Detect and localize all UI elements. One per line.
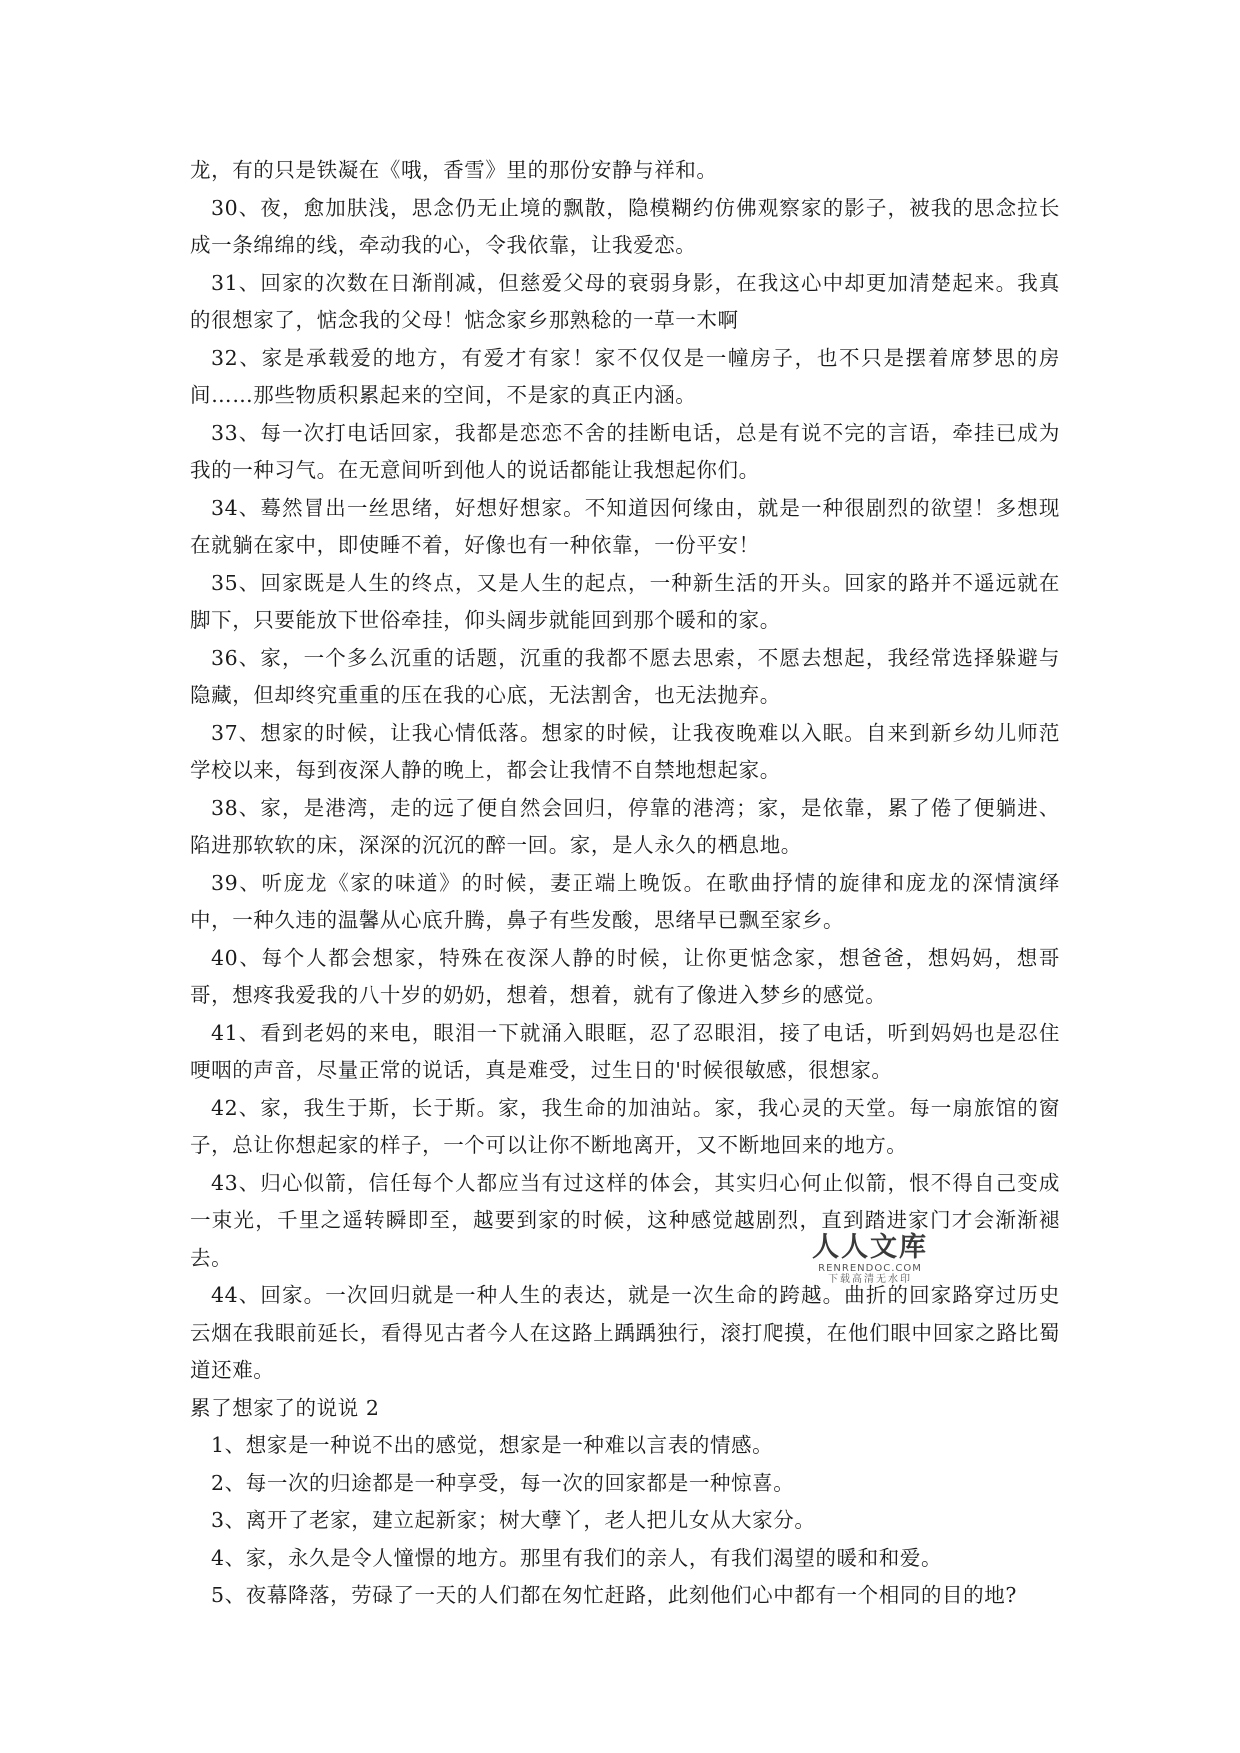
section-item-5: 5、夜幕降落，劳碌了一天的人们都在匆忙赶路，此刻他们心中都有一个相同的目的地? [211,1583,1017,1607]
paragraph-33: 33、每一次打电话回家，我都是恋恋不舍的挂断电话，总是有说不完的言语，牵挂已成为我的一种习气。在无意间听到他人的说话都能让我想起你们。 [190,420,1060,482]
paragraph-31: 31、回家的次数在日渐削减，但慈爱父母的衰弱身影，在我这心中却更加清楚起来。我真的很想家了，惦念我的父母！惦念家乡那熟稔的一草一木啊 [190,270,1060,332]
paragraph-35: 35、回家既是人生的终点，又是人生的起点，一种新生活的开头。回家的路并不遥远就在脚下，只要能放下世俗牵挂，仰头阔步就能回到那个暖和的家。 [190,570,1060,632]
paragraph-continuation: 龙，有的只是铁凝在《哦，香雪》里的那份安静与祥和。 [190,158,718,182]
paragraph-42: 42、家，我生于斯，长于斯。家，我生命的加油站。家，我心灵的天堂。每一扇旅馆的窗子，总让你想起家的样子，一个可以让你不断地离开，又不断地回来的地方。 [190,1095,1060,1157]
paragraph-37: 37、想家的时候，让我心情低落。想家的时候，让我夜晚难以入眠。自来到新乡幼儿师范学校以来，每到夜深人静的晚上，都会让我情不自禁地想起家。 [190,720,1060,782]
watermark-slogan: 下载高清无水印 [828,1274,912,1285]
paragraph-36: 36、家，一个多么沉重的话题，沉重的我都不愿去思索，不愿去想起，我经常选择躲避与隐藏，但却终究重重的压在我的心底，无法割舍，也无法抛弃。 [190,645,1060,707]
paragraph-34: 34、蓦然冒出一丝思绪，好想好想家。不知道因何缘由，就是一种很剧烈的欲望！多想现在就躺在家中，即使睡不着，好像也有一种依靠，一份平安！ [190,495,1060,557]
paragraph-38: 38、家，是港湾，走的远了便自然会回归，停靠的港湾；家，是依靠，累了倦了便躺进、陷进那软软的床，深深的沉沉的醉一回。家，是人永久的栖息地。 [190,795,1060,857]
document-body [190,152,1060,1615]
paragraph-43: 43、归心似箭，信任每个人都应当有过这样的体会，其实归心何止似箭，恨不得自己变成一束光，千里之遥转瞬即至，越要到家的时候，这种感觉越剧烈，直到踏进家门才会渐渐褪去。 [190,1170,1060,1270]
paragraph-40: 40、每个人都会想家，特殊在夜深人静的时候，让你更惦念家，想爸爸，想妈妈，想哥哥，想疼我爱我的八十岁的奶奶，想着，想着，就有了像进入梦乡的感觉。 [190,945,1060,1007]
section-item-1: 1、想家是一种说不出的感觉，想家是一种难以言表的情感。 [211,1433,774,1457]
paragraph-39: 39、听庞龙《家的味道》的时候，妻正端上晚饭。在歌曲抒情的旋律和庞龙的深情演绎中，一种久违的温馨从心底升腾，鼻子有些发酸，思绪早已飘至家乡。 [190,870,1060,932]
watermark-title: 人人文库 [812,1232,928,1263]
section-item-3: 3、离开了老家，建立起新家；树大孽丫，老人把儿女从大家分。 [211,1508,816,1532]
section-item-2: 2、每一次的归途都是一种享受，每一次的回家都是一种惊喜。 [211,1470,795,1495]
paragraph-41: 41、看到老妈的来电，眼泪一下就涌入眼眶，忍了忍眼泪，接了电话，听到妈妈也是忍住哽咽的声音，尽量正常的说话，真是难受，过生日的'时候很敏感，很想家。 [190,1020,1060,1082]
section-item-4: 4、家，永久是令人憧憬的地方。那里有我们的亲人，有我们渴望的暖和和爱。 [211,1545,943,1570]
paragraph-44: 44、回家。一次回归就是一种人生的表达，就是一次生命的跨越。曲折的回家路穿过历史云烟在我眼前延长，看得见古者今人在这路上踽踽独行，滚打爬摸，在他们眼中回家之路比蜀道还难。 [190,1283,1060,1382]
paragraph-30: 30、夜，愈加肤浅，思念仍无止境的飘散，隐模糊约仿佛观察家的影子，被我的思念拉长成一条绵绵的线，牵动我的心，令我依靠，让我爱恋。 [190,195,1060,257]
paragraph-32: 32、家是承载爱的地方，有爱才有家！家不仅仅是一幢房子，也不只是摆着席梦思的房间……那些物质积累起来的空间，不是家的真正内涵。 [190,345,1060,407]
watermark-url: RENRENDOC.COM [818,1263,922,1274]
section-heading: 累了想家了的说说 2 [190,1395,380,1420]
watermark-logo [805,1233,935,1286]
